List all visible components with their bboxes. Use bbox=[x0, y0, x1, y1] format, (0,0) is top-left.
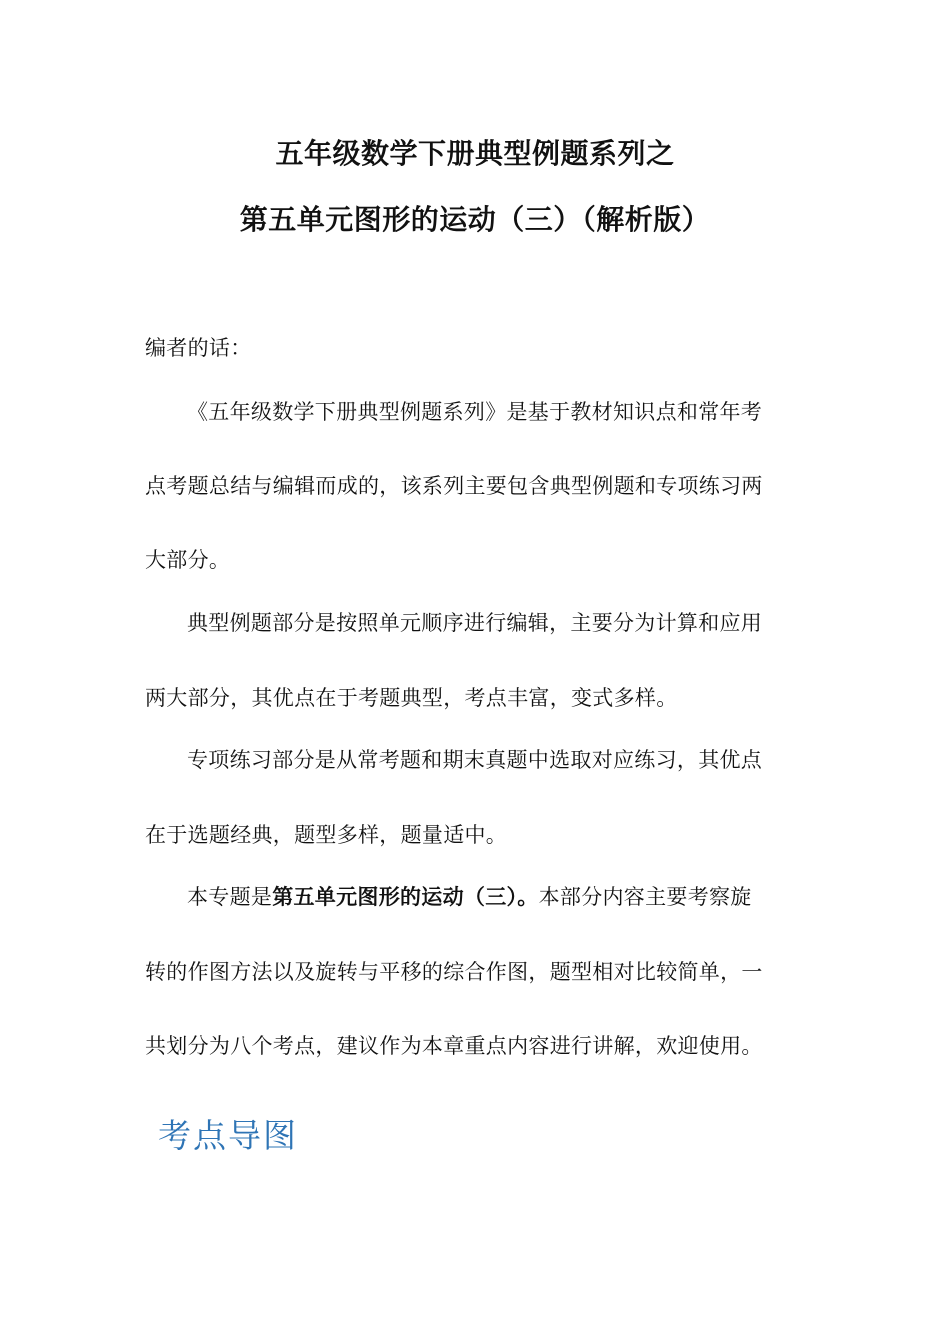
paragraph-4-line-3: 共划分为八个考点，建议作为本章重点内容进行讲解，欢迎使用。 bbox=[145, 1034, 763, 1058]
paragraph-4-continuation-text: 本部分内容主要考察旋 bbox=[538, 885, 752, 909]
paragraph-1-line-2: 点考题总结与编辑而成的，该系列主要包含典型例题和专项练习两 bbox=[145, 474, 763, 498]
paragraph-2-line-1: 典型例题部分是按照单元顺序进行编辑，主要分为计算和应用 bbox=[187, 611, 763, 635]
paragraph-2-line-2: 两大部分，其优点在于考题典型，考点丰富，变式多样。 bbox=[145, 686, 678, 710]
section-heading-mindmap: 考点导图 bbox=[158, 1116, 298, 1155]
paragraph-1-line-1: 《五年级数学下册典型例题系列》是基于教材知识点和常年考 bbox=[187, 400, 763, 424]
paragraph-4-line-1 bbox=[187, 881, 752, 911]
paragraph-3-line-1: 专项练习部分是从常考题和期末真题中选取对应练习，其优点 bbox=[187, 748, 763, 772]
document-title-line-2: 第五单元图形的运动（三）（解析版） bbox=[239, 203, 711, 236]
paragraph-4-topic-bold: 第五单元图形的运动（三）。 bbox=[272, 885, 539, 909]
paragraph-1-line-3: 大部分。 bbox=[145, 548, 231, 572]
editor-label: 编者的话： bbox=[145, 336, 252, 360]
document-title-line-1: 五年级数学下册典型例题系列之 bbox=[275, 137, 675, 170]
paragraph-3-line-2: 在于选题经典，题型多样，题量适中。 bbox=[145, 823, 508, 847]
paragraph-4-intro-text: 本专题是 bbox=[187, 885, 273, 909]
paragraph-4-line-2: 转的作图方法以及旋转与平移的综合作图，题型相对比较简单，一 bbox=[145, 960, 763, 984]
